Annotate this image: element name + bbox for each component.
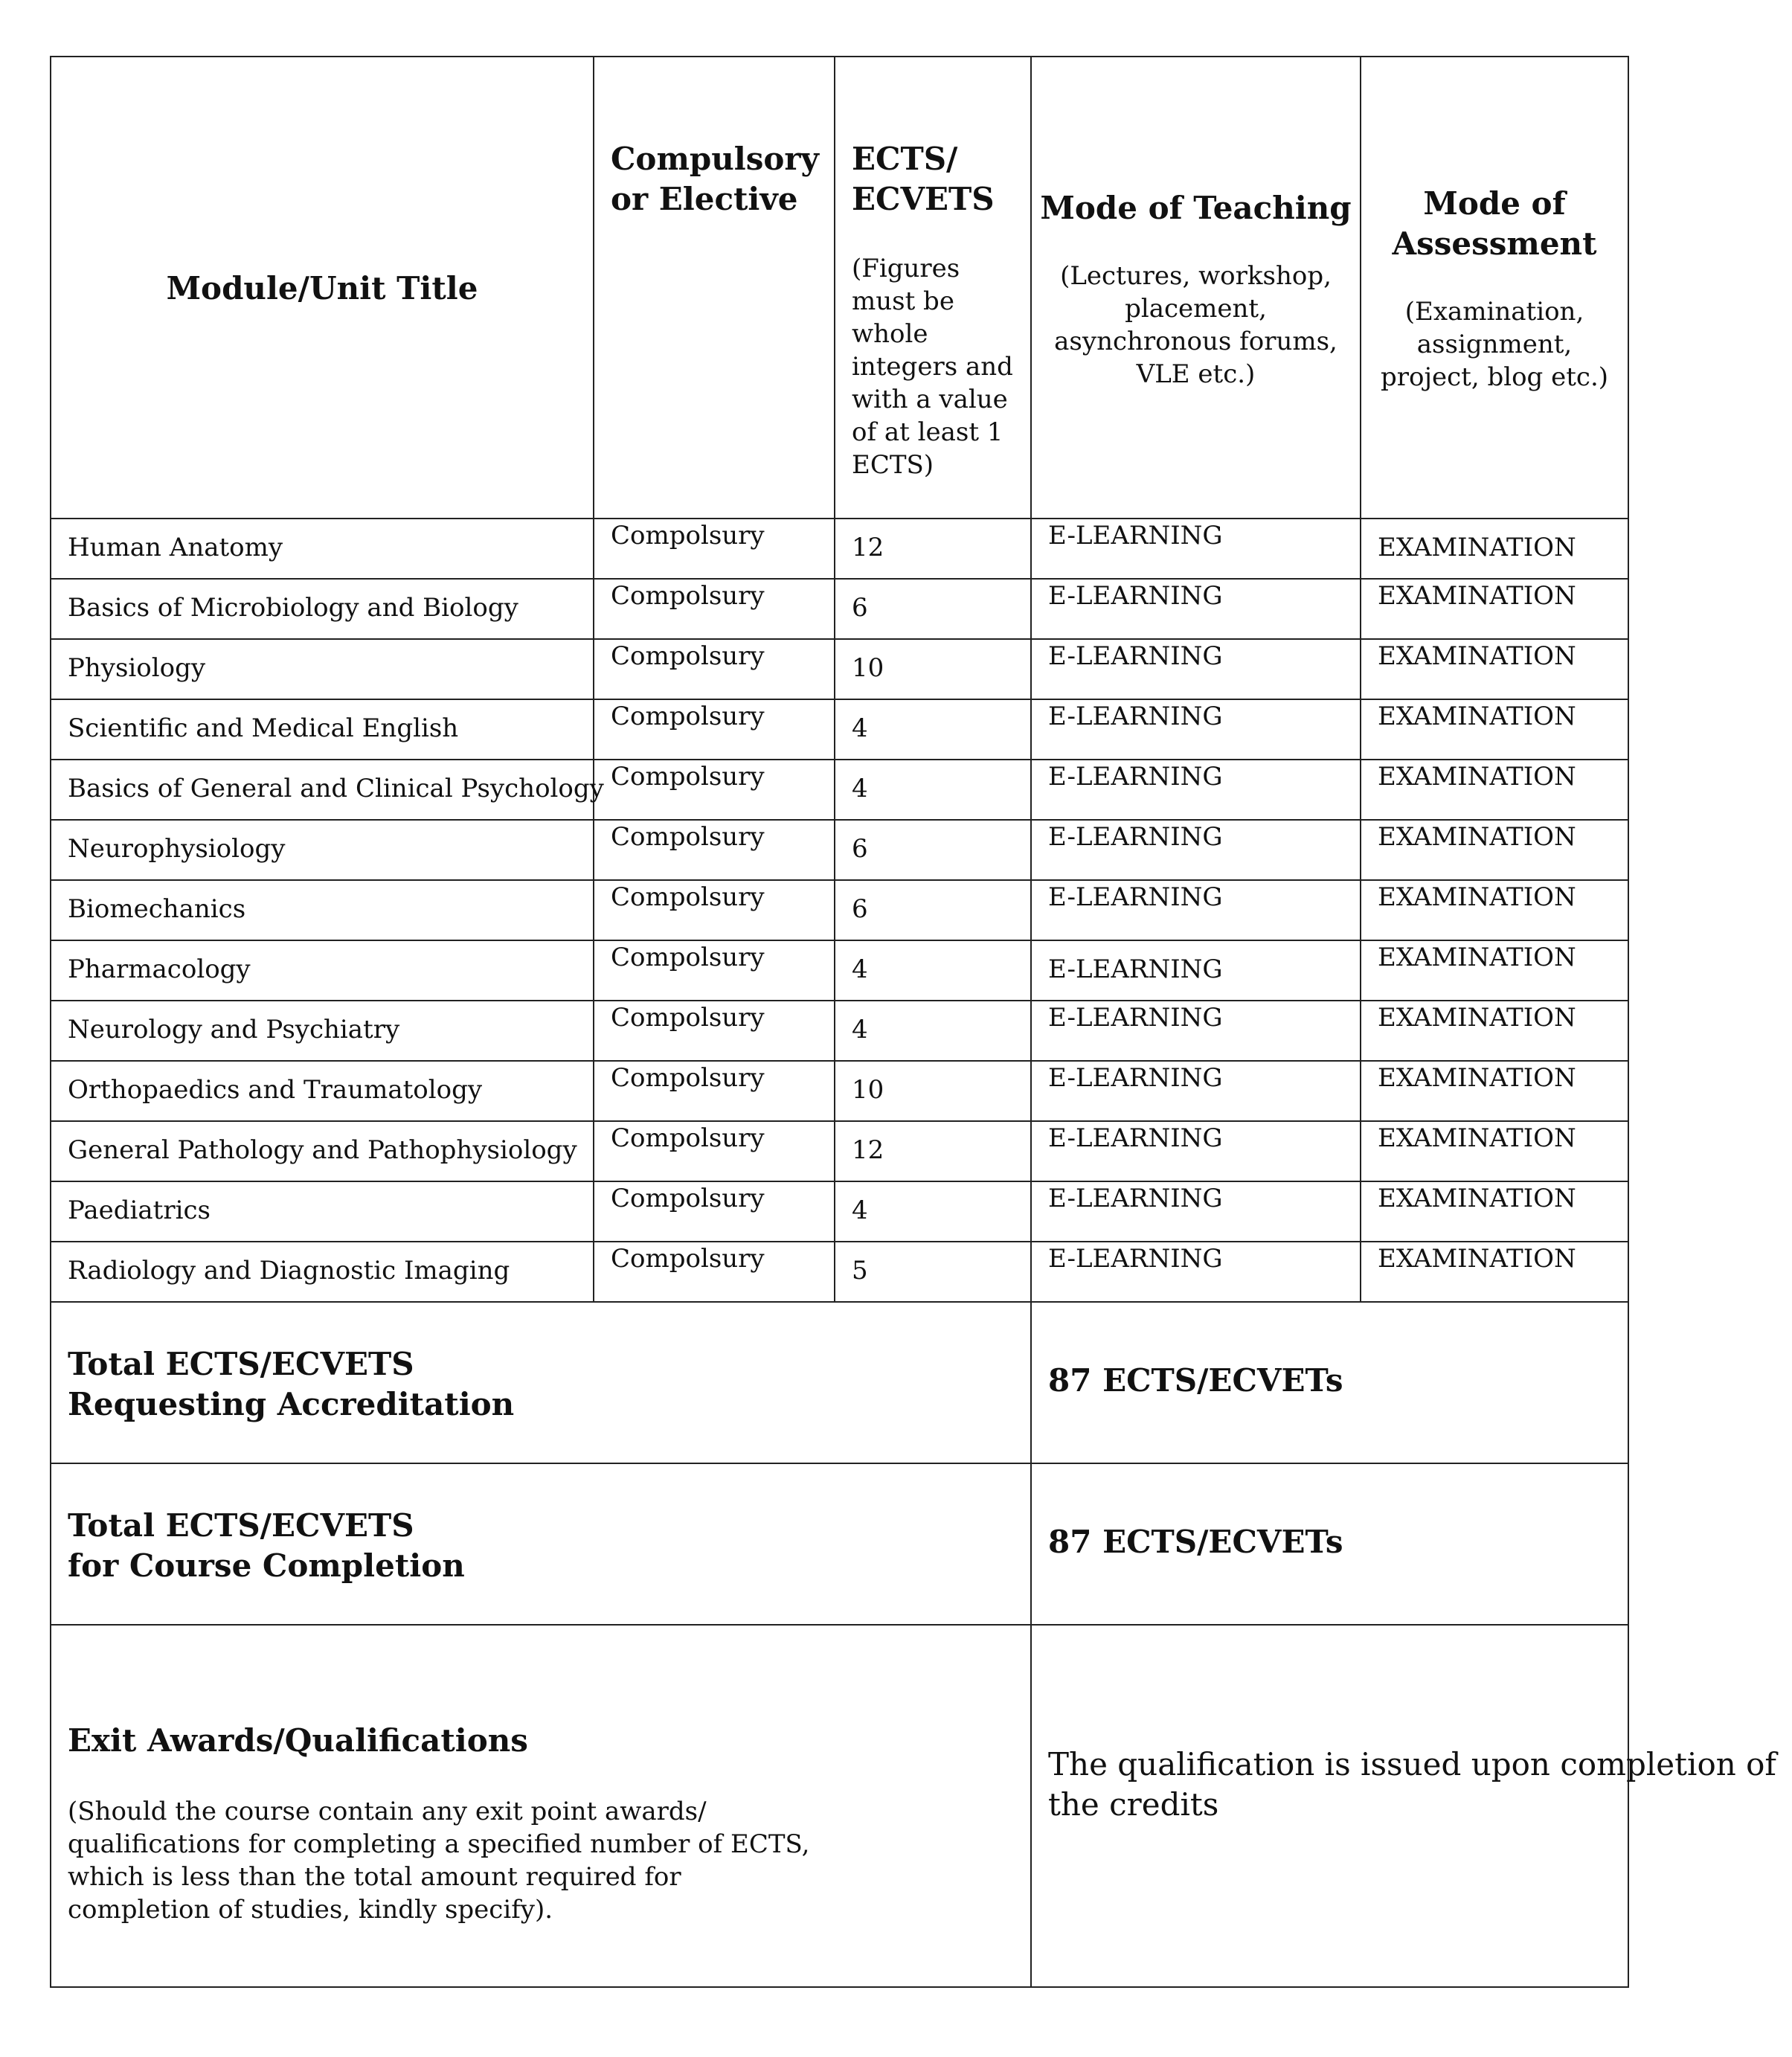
teaching-mode-cell xyxy=(1031,1181,1361,1242)
compulsory-value: Compolsury xyxy=(611,882,765,912)
ects-cell xyxy=(835,1121,1031,1181)
assessment-value: EXAMINATION xyxy=(1378,702,1576,731)
module-title: Basics of General and Clinical Psychology xyxy=(68,774,604,803)
assessment-cell xyxy=(1361,940,1628,1001)
compulsory-value: Compolsury xyxy=(611,641,765,671)
module-title-cell xyxy=(51,820,594,880)
table-row xyxy=(51,519,1628,579)
ects-value: 12 xyxy=(852,1135,884,1165)
module-title: Paediatrics xyxy=(68,1196,211,1225)
teaching-mode-cell xyxy=(1031,820,1361,880)
compulsory-cell xyxy=(594,1061,835,1121)
ects-cell xyxy=(835,1181,1031,1242)
teaching-mode-cell xyxy=(1031,639,1361,699)
table-row xyxy=(51,880,1628,940)
ects-cell xyxy=(835,760,1031,820)
module-title-cell xyxy=(51,1181,594,1242)
ects-table xyxy=(50,56,1776,1988)
module-title: Human Anatomy xyxy=(68,533,283,562)
module-title: Basics of Microbiology and Biology xyxy=(68,593,518,623)
teaching-mode-value: E-LEARNING xyxy=(1048,822,1223,852)
compulsory-cell xyxy=(594,1001,835,1061)
ects-cell xyxy=(835,1242,1031,1302)
table-row xyxy=(51,639,1628,699)
teaching-mode-value: E-LEARNING xyxy=(1048,1063,1223,1093)
total-completion-value-cell xyxy=(1031,1463,1628,1625)
teaching-mode-value: E-LEARNING xyxy=(1048,1003,1223,1033)
exit-awards-value: The qualification is issued upon completion of the credits xyxy=(1048,1746,1776,1823)
assessment-value: EXAMINATION xyxy=(1378,943,1576,972)
exit-awards-label: Exit Awards/Qualifications xyxy=(68,1722,528,1759)
assessment-note: (Examination, assignment, project, blog etc.) xyxy=(1380,297,1609,392)
exit-awards-row xyxy=(51,1625,1628,1987)
assessment-heading-line2: Assessment xyxy=(1392,225,1597,262)
ects-heading-line1: ECTS/ xyxy=(852,141,958,177)
total-completion-label-cell xyxy=(51,1463,1031,1625)
table-row xyxy=(51,820,1628,880)
ects-value: 5 xyxy=(852,1256,868,1286)
table-row xyxy=(51,1181,1628,1242)
table-row xyxy=(51,1121,1628,1181)
teaching-mode-cell xyxy=(1031,519,1361,579)
total-accreditation-label xyxy=(68,1344,514,1425)
assessment-cell xyxy=(1361,699,1628,760)
compulsory-value: Compolsury xyxy=(611,1184,765,1213)
module-title-cell xyxy=(51,639,594,699)
table-row xyxy=(51,760,1628,820)
total-completion-label-line2: for Course Completion xyxy=(68,1547,465,1584)
module-title-cell xyxy=(51,880,594,940)
assessment-cell xyxy=(1361,1001,1628,1061)
compulsory-cell xyxy=(594,579,835,639)
ects-note: (Figures must be whole integers and with a value of at least 1 ECTS) xyxy=(852,254,1013,480)
assessment-cell xyxy=(1361,1181,1628,1242)
module-title-cell xyxy=(51,940,594,1001)
ects-value: 12 xyxy=(852,533,884,562)
total-accreditation-value-cell xyxy=(1031,1302,1628,1463)
teaching-mode-value: E-LEARNING xyxy=(1048,581,1223,611)
teaching-mode-cell xyxy=(1031,940,1361,1001)
module-title: General Pathology and Pathophysiology xyxy=(68,1135,577,1165)
header-ects-cell xyxy=(835,57,1031,519)
module-title: Orthopaedics and Traumatology xyxy=(68,1075,483,1105)
teaching-mode-value: E-LEARNING xyxy=(1048,702,1223,731)
exit-awards-value-cell xyxy=(1031,1625,1776,1987)
assessment-value: EXAMINATION xyxy=(1378,1244,1576,1274)
assessment-value: EXAMINATION xyxy=(1378,641,1576,671)
module-title-cell xyxy=(51,1242,594,1302)
header-assessment-cell xyxy=(1361,57,1628,519)
table-row xyxy=(51,699,1628,760)
ects-value: 10 xyxy=(852,1075,884,1105)
assessment-cell xyxy=(1361,579,1628,639)
ects-cell xyxy=(835,519,1031,579)
total-accreditation-row xyxy=(51,1302,1628,1463)
teaching-mode-value: E-LEARNING xyxy=(1048,521,1223,551)
exit-awards-note: (Should the course contain any exit point awards/ qualifications for completing a specified number of ECTS, which is less than the total amount required for completion of studies, kindly specify). xyxy=(68,1797,810,1925)
assessment-cell xyxy=(1361,1121,1628,1181)
assessment-cell xyxy=(1361,1242,1628,1302)
teaching-note: (Lectures, workshop, placement, asynchronous forums, VLE etc.) xyxy=(1054,261,1337,389)
header-teaching-cell xyxy=(1031,57,1361,519)
assessment-value: EXAMINATION xyxy=(1378,1003,1576,1033)
assessment-cell xyxy=(1361,519,1628,579)
exit-awards-label-cell xyxy=(51,1625,1031,1987)
ects-value: 10 xyxy=(852,653,884,683)
compulsory-value: Compolsury xyxy=(611,1244,765,1274)
table-row xyxy=(51,940,1628,1001)
total-accreditation-label-line2: Requesting Accreditation xyxy=(68,1386,515,1422)
assessment-value: EXAMINATION xyxy=(1378,533,1576,562)
teaching-mode-cell xyxy=(1031,1061,1361,1121)
total-completion-label xyxy=(68,1506,465,1586)
compulsory-value: Compolsury xyxy=(611,521,765,551)
ects-value: 6 xyxy=(852,593,868,623)
compulsory-value: Compolsury xyxy=(611,1123,765,1153)
module-title: Physiology xyxy=(68,653,206,683)
table-row xyxy=(51,1001,1628,1061)
module-title-cell xyxy=(51,1061,594,1121)
compulsory-heading-line2: or Elective xyxy=(611,181,798,217)
compulsory-value: Compolsury xyxy=(611,1003,765,1033)
teaching-mode-value: E-LEARNING xyxy=(1048,954,1223,984)
compulsory-value: Compolsury xyxy=(611,943,765,972)
ects-cell xyxy=(835,699,1031,760)
teaching-mode-value: E-LEARNING xyxy=(1048,1184,1223,1213)
module-title: Neurology and Psychiatry xyxy=(68,1015,400,1044)
assessment-heading xyxy=(1361,184,1628,264)
assessment-cell xyxy=(1361,639,1628,699)
ects-heading-line2: ECVETS xyxy=(852,181,995,217)
compulsory-cell xyxy=(594,519,835,579)
ects-value: 6 xyxy=(852,834,868,864)
ects-heading xyxy=(852,139,995,219)
header-module-cell xyxy=(51,57,594,519)
assessment-value: EXAMINATION xyxy=(1378,1063,1576,1093)
module-title-heading: Module/Unit Title xyxy=(166,270,478,307)
module-title-cell xyxy=(51,699,594,760)
compulsory-value: Compolsury xyxy=(611,1063,765,1093)
compulsory-cell xyxy=(594,940,835,1001)
total-accreditation-label-line1: Total ECTS/ECVETS xyxy=(68,1346,414,1382)
table-row xyxy=(51,579,1628,639)
ects-value: 6 xyxy=(852,894,868,924)
teaching-mode-cell xyxy=(1031,880,1361,940)
compulsory-cell xyxy=(594,820,835,880)
teaching-mode-cell xyxy=(1031,1121,1361,1181)
total-accreditation-value: 87 ECTS/ECVETs xyxy=(1048,1362,1343,1399)
ects-value: 4 xyxy=(852,713,868,743)
teaching-mode-cell xyxy=(1031,1242,1361,1302)
module-title-cell xyxy=(51,519,594,579)
compulsory-cell xyxy=(594,880,835,940)
ects-cell xyxy=(835,1061,1031,1121)
ects-cell xyxy=(835,940,1031,1001)
teaching-mode-value: E-LEARNING xyxy=(1048,641,1223,671)
teaching-mode-value: E-LEARNING xyxy=(1048,762,1223,792)
ects-cell xyxy=(835,639,1031,699)
compulsory-heading-line1: Compulsory xyxy=(611,141,819,177)
assessment-cell xyxy=(1361,820,1628,880)
assessment-cell xyxy=(1361,880,1628,940)
assessment-value: EXAMINATION xyxy=(1378,882,1576,912)
module-title: Scientific and Medical English xyxy=(68,713,459,743)
teaching-mode-cell xyxy=(1031,1001,1361,1061)
compulsory-value: Compolsury xyxy=(611,702,765,731)
ects-cell xyxy=(835,1001,1031,1061)
ects-cell xyxy=(835,820,1031,880)
assessment-value: EXAMINATION xyxy=(1378,762,1576,792)
compulsory-value: Compolsury xyxy=(611,581,765,611)
module-title: Biomechanics xyxy=(68,894,246,924)
module-title: Neurophysiology xyxy=(68,834,286,864)
compulsory-cell xyxy=(594,1121,835,1181)
teaching-mode-cell xyxy=(1031,760,1361,820)
module-title-cell xyxy=(51,579,594,639)
total-accreditation-label-cell xyxy=(51,1302,1031,1463)
compulsory-cell xyxy=(594,760,835,820)
ects-value: 4 xyxy=(852,1196,868,1225)
assessment-value: EXAMINATION xyxy=(1378,1123,1576,1153)
ects-value: 4 xyxy=(852,774,868,803)
teaching-mode-value: E-LEARNING xyxy=(1048,1123,1223,1153)
module-title: Radiology and Diagnostic Imaging xyxy=(68,1256,510,1286)
teaching-mode-cell xyxy=(1031,699,1361,760)
compulsory-heading xyxy=(611,139,819,219)
total-completion-value: 87 ECTS/ECVETs xyxy=(1048,1524,1343,1560)
module-title-cell xyxy=(51,1001,594,1061)
assessment-cell xyxy=(1361,1061,1628,1121)
module-title: Pharmacology xyxy=(68,954,251,984)
teaching-heading: Mode of Teaching xyxy=(1040,190,1352,226)
assessment-value: EXAMINATION xyxy=(1378,1184,1576,1213)
header-compulsory-cell xyxy=(594,57,835,519)
module-title-cell xyxy=(51,760,604,820)
compulsory-cell xyxy=(594,699,835,760)
compulsory-cell xyxy=(594,1181,835,1242)
header-row xyxy=(51,57,1628,519)
ects-cell xyxy=(835,880,1031,940)
ects-value: 4 xyxy=(852,954,868,984)
compulsory-cell xyxy=(594,639,835,699)
module-title-cell xyxy=(51,1121,594,1181)
compulsory-cell xyxy=(594,1242,835,1302)
assessment-heading-line1: Mode of xyxy=(1423,185,1566,222)
total-completion-row xyxy=(51,1463,1628,1625)
teaching-mode-cell xyxy=(1031,579,1361,639)
ects-cell xyxy=(835,579,1031,639)
table-row xyxy=(51,1242,1628,1302)
compulsory-value: Compolsury xyxy=(611,822,765,852)
assessment-value: EXAMINATION xyxy=(1378,581,1576,611)
table-row xyxy=(51,1061,1628,1121)
teaching-mode-value: E-LEARNING xyxy=(1048,1244,1223,1274)
assessment-value: EXAMINATION xyxy=(1378,822,1576,852)
assessment-cell xyxy=(1361,760,1628,820)
total-completion-label-line1: Total ECTS/ECVETS xyxy=(68,1507,414,1544)
teaching-mode-value: E-LEARNING xyxy=(1048,882,1223,912)
ects-value: 4 xyxy=(852,1015,868,1044)
compulsory-value: Compolsury xyxy=(611,762,765,792)
